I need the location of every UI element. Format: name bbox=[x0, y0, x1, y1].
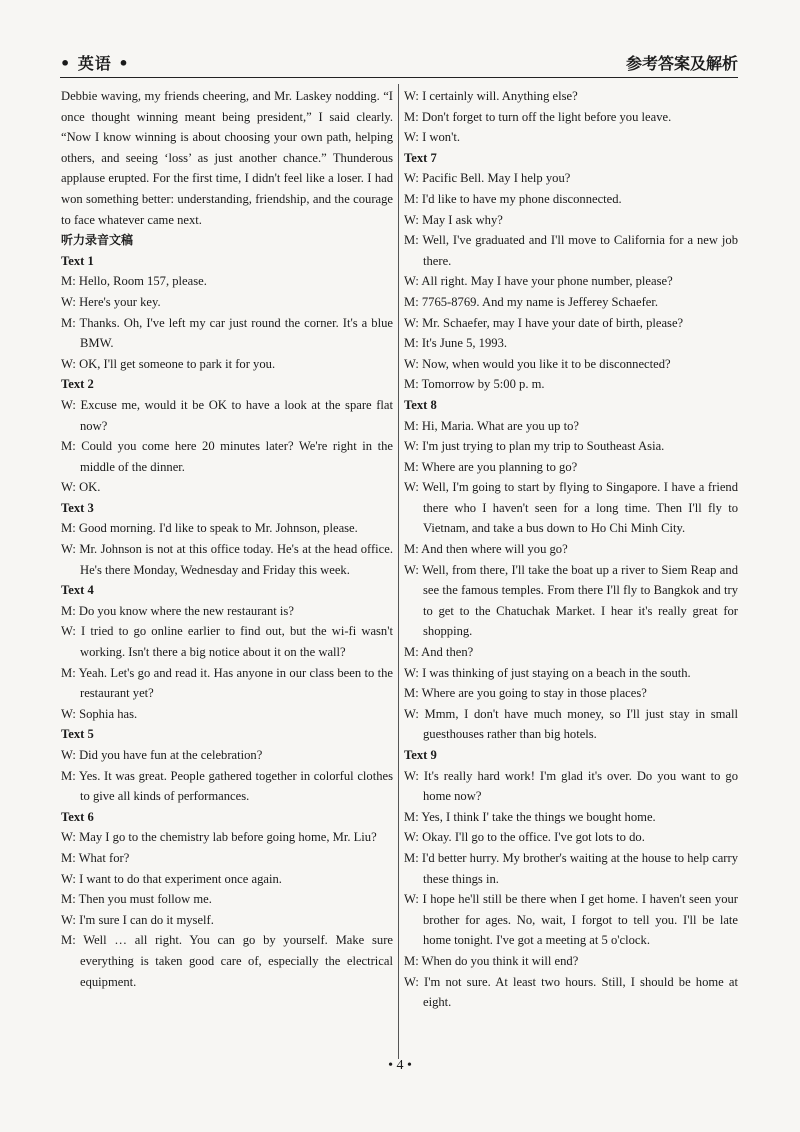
dialogue-line: W: OK. bbox=[61, 480, 101, 495]
dialogue-line: M: Tomorrow by 5:00 p. m. bbox=[404, 377, 545, 392]
dialogue-line: W: I hope he'll still be there when I get home. I haven't seen your brother for ages. No, wait, I forgot to tell you. I'll be late home tonight. I've got a meeting at 5 o'clock. bbox=[404, 892, 738, 948]
dialogue-line: M: Hello, Room 157, please. bbox=[61, 274, 207, 289]
dialogue-line: W: I'm sure I can do it myself. bbox=[61, 912, 214, 927]
dialogue-line: M: Thanks. Oh, I've left my car just round the corner. It's a blue BMW. bbox=[61, 315, 393, 351]
dialogue-line: W: I tried to go online earlier to find out, but the wi-fi wasn't working. Isn't there a big notice about it on the wall? bbox=[61, 624, 393, 660]
dialogue-line: M: Where are you planning to go? bbox=[404, 459, 578, 474]
dialogue-line: W: Sophia has. bbox=[61, 706, 138, 721]
dialogue-line: M: Then you must follow me. bbox=[61, 892, 212, 907]
text-label: Text 1 bbox=[61, 253, 94, 268]
dialogue-line: W: It's really hard work! I'm glad it's over. Do you want to go home now? bbox=[404, 768, 738, 804]
dialogue-line: W: OK, I'll get someone to park it for you. bbox=[61, 356, 276, 371]
dialogue-line: W: I want to do that experiment once again. bbox=[61, 871, 282, 886]
text-label: Text 2 bbox=[61, 377, 94, 392]
dialogue-line: M: Could you come here 20 minutes later? We're right in the middle of the dinner. bbox=[61, 439, 393, 474]
dialogue-line: M: Where are you going to stay in those places? bbox=[404, 686, 647, 701]
dialogue-line: M: Well … all right. You can go by yourself. Make sure everything is taken good care of, especially the electrical equipment. bbox=[61, 933, 393, 989]
dialogue-line: M: Yes. It was great. People gathered together in colorful clothes to give all kinds of performances. bbox=[61, 768, 393, 804]
dialogue-line: W: Mr. Schaefer, may I have your date of birth, please? bbox=[404, 315, 684, 330]
dialogue-line: W: Now, when would you like it to be disconnected? bbox=[404, 356, 671, 371]
dialogue-line: W: Well, from there, I'll take the boat up a river to Siem Reap and see the famous temples. From there I'll fly to Bangkok and try to get to the Chatuchak Market. I hear it's really great for shopping. bbox=[404, 562, 738, 639]
dialogue-line: M: Don't forget to turn off the light before you leave. bbox=[404, 109, 672, 124]
dialogue-line: M: When do you think it will end? bbox=[404, 953, 579, 968]
dialogue-line: W: I was thinking of just staying on a beach in the south. bbox=[404, 665, 691, 680]
transcript-heading: 听力录音文稿 bbox=[61, 233, 134, 248]
intro-paragraph: Debbie waving, my friends cheering, and Mr. Laskey nodding. “I once thought winning meant being president,” I said clearly. “Now I know winning is about choosing your own path, helping others, and seeing ‘loss’ as just another chance.” Thunderous applause erupted. For the first time, I didn't feel like a loser. I had won something better: understanding, friendship, and the courage to face whatever came next. bbox=[61, 89, 393, 227]
continued-lines bbox=[404, 86, 738, 148]
dialogue-line: M: I'd better hurry. My brother's waiting at the house to help carry these things in. bbox=[404, 850, 738, 886]
page-header bbox=[60, 50, 738, 78]
left-column bbox=[61, 86, 393, 992]
dialogue-line: M: And then where will you go? bbox=[404, 542, 568, 557]
subject-label: • 英语 • bbox=[60, 54, 130, 73]
text-label: Text 5 bbox=[61, 727, 94, 742]
dialogue-line: W: Well, I'm going to start by flying to Singapore. I have a friend there who I haven't seen for a long time. Then I'll fly to Vietnam, and take a bus down to Ho Chi Minh City. bbox=[404, 480, 738, 536]
page-number: • 4 • bbox=[388, 1058, 412, 1073]
text-label: Text 6 bbox=[61, 809, 94, 824]
dialogue-line: W: Okay. I'll go to the office. I've got lots to do. bbox=[404, 830, 645, 845]
dialogue-line: M: Do you know where the new restaurant is? bbox=[61, 603, 294, 618]
dialogue-line: W: I certainly will. Anything else? bbox=[404, 89, 578, 103]
text-label: Text 4 bbox=[61, 583, 94, 598]
text-label: Text 8 bbox=[404, 397, 437, 412]
column-divider bbox=[398, 84, 399, 1059]
dialogue-line: W: Mr. Johnson is not at this office today. He's at the head office. He's there Monday, Wednesday and Friday this week. bbox=[61, 542, 393, 577]
dialogue-line: M: Yes, I think I' take the things we bought home. bbox=[404, 809, 656, 824]
dialogue-line: M: Yeah. Let's go and read it. Has anyone in our class been to the restaurant yet? bbox=[61, 665, 393, 701]
dialogue-line: W: Excuse me, would it be OK to have a look at the spare flat now? bbox=[61, 397, 393, 433]
text-label: Text 3 bbox=[61, 500, 94, 515]
dialogue-line: W: I won't. bbox=[404, 130, 461, 145]
dialogue-line: W: Pacific Bell. May I help you? bbox=[404, 171, 571, 186]
dialogue-line: W: I'm not sure. At least two hours. Still, I should be home at eight. bbox=[404, 974, 738, 1010]
dialogue-line: M: What for? bbox=[61, 850, 130, 865]
dialogue-line: M: It's June 5, 1993. bbox=[404, 336, 508, 351]
dialogue-line: M: I'd like to have my phone disconnected. bbox=[404, 191, 622, 206]
dialogue-line: W: May I ask why? bbox=[404, 212, 503, 227]
dialogue-line: W: May I go to the chemistry lab before going home, Mr. Liu? bbox=[61, 830, 377, 845]
section-title: 参考答案及解析 bbox=[625, 54, 738, 73]
dialogue-line: M: Hi, Maria. What are you up to? bbox=[404, 418, 579, 433]
right-texts bbox=[404, 148, 738, 1013]
dialogue-line: W: Mmm, I don't have much money, so I'll just stay in small guesthouses rather than big hotels. bbox=[404, 706, 738, 742]
text-label: Text 7 bbox=[404, 150, 437, 165]
dialogue-line: W: Here's your key. bbox=[61, 294, 161, 309]
dialogue-line: M: Good morning. I'd like to speak to Mr. Johnson, please. bbox=[61, 521, 358, 536]
dialogue-line: W: All right. May I have your phone number, please? bbox=[404, 274, 673, 289]
dialogue-line: M: Well, I've graduated and I'll move to California for a new job there. bbox=[404, 233, 738, 268]
dialogue-line: W: I'm just trying to plan my trip to Southeast Asia. bbox=[404, 439, 665, 454]
dialogue-line: M: 7765-8769. And my name is Jefferey Schaefer. bbox=[404, 294, 659, 309]
left-texts bbox=[61, 251, 393, 992]
dialogue-line: M: And then? bbox=[404, 645, 474, 660]
dialogue-line: W: Did you have fun at the celebration? bbox=[61, 748, 263, 762]
text-label: Text 9 bbox=[404, 748, 437, 762]
right-column bbox=[404, 86, 738, 1013]
